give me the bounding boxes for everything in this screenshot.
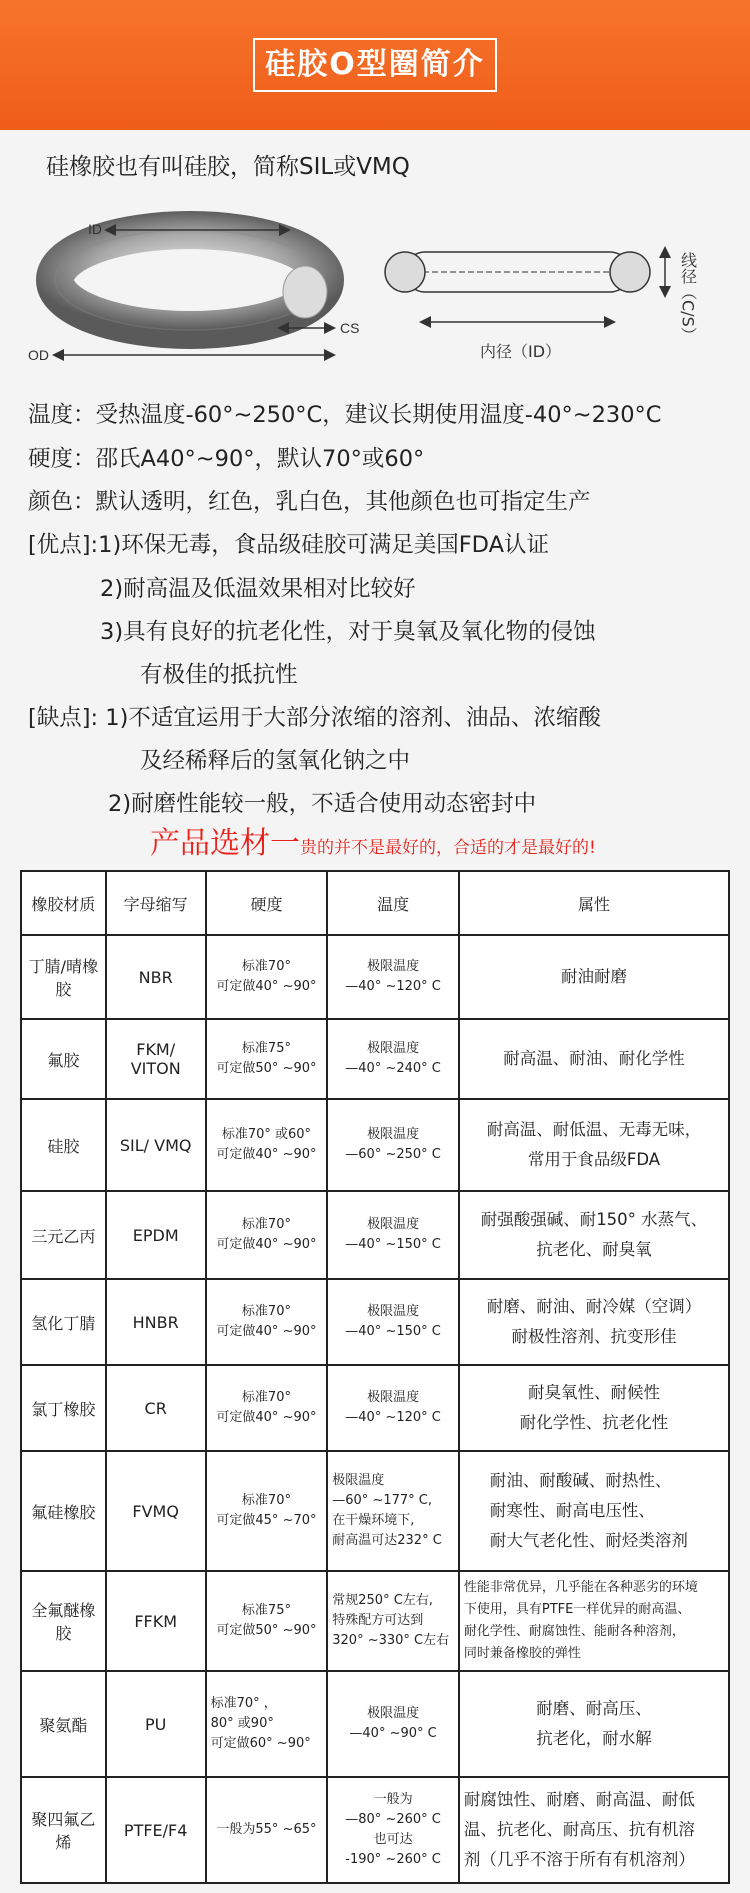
prop-line: 下使用，具有PTFE一样优异的耐高温、 bbox=[463, 1602, 691, 1617]
prop-line: 耐磨、耐油、耐冷媒（空调） bbox=[486, 1297, 702, 1316]
temp-line: 极限温度 bbox=[367, 1041, 420, 1056]
cell-abbr: PTFE/F4 bbox=[106, 1777, 206, 1883]
prop-line: 耐腐蚀性、耐磨、耐高温、耐低 bbox=[463, 1790, 695, 1809]
temp-line: —40° ~150° C bbox=[345, 1237, 441, 1252]
hardness-line: 可定做45° ~70° bbox=[216, 1513, 317, 1528]
table-row bbox=[21, 935, 729, 1019]
cell-abbr: HNBR bbox=[106, 1279, 206, 1365]
table-row bbox=[21, 1451, 729, 1571]
material-table-wrapper bbox=[20, 870, 730, 1884]
cell-properties bbox=[459, 1019, 729, 1099]
temp-line: 也可达 bbox=[373, 1832, 413, 1847]
cell-material: 聚氨酯 bbox=[21, 1671, 106, 1777]
hardness-line: 标准75° bbox=[241, 1603, 291, 1618]
prop-line: 耐化学性、抗老化性 bbox=[519, 1413, 669, 1432]
table-row bbox=[21, 1365, 729, 1451]
hardness-line: 可定做60° ~90° bbox=[210, 1736, 311, 1751]
cell-material: 三元乙丙 bbox=[21, 1191, 106, 1279]
header-properties: 属性 bbox=[459, 871, 729, 935]
cell-hardness bbox=[206, 1451, 328, 1571]
hardness-line: 标准70° bbox=[241, 1493, 291, 1508]
cell-temperature bbox=[327, 1451, 459, 1571]
table-row bbox=[21, 1777, 729, 1883]
prop-line: 抗老化、耐臭氧 bbox=[536, 1240, 652, 1259]
temp-line: 极限温度 bbox=[367, 1217, 420, 1232]
header-banner bbox=[0, 0, 750, 130]
prop-line: 耐大气老化性、耐烃类溶剂 bbox=[489, 1531, 688, 1550]
spec-advantage-3-cont: 有极佳的抵抗性 bbox=[140, 662, 298, 688]
temp-line: —40° ~120° C bbox=[345, 979, 441, 994]
spec-disadvantage-1-cont: 及经稀释后的氢氧化钠之中 bbox=[140, 748, 411, 774]
header-material: 橡胶材质 bbox=[21, 871, 106, 935]
cell-hardness bbox=[206, 1571, 328, 1671]
cell-abbr: EPDM bbox=[106, 1191, 206, 1279]
hardness-line: 标准70° ， bbox=[210, 1696, 277, 1711]
spec-disadvantage-1: [缺点]: 1)不适宜运用于大部分浓缩的溶剂、油品、浓缩酸 bbox=[28, 705, 601, 731]
prop-line: 耐极性溶剂、抗变形佳 bbox=[511, 1327, 677, 1346]
table-row bbox=[21, 1671, 729, 1777]
prop-line: 耐寒性、耐高电压性、 bbox=[489, 1501, 655, 1520]
hardness-line: 可定做40° ~90° bbox=[216, 979, 317, 994]
spec-disadvantage-2: 2)耐磨性能较一般，不适合使用动态密封中 bbox=[108, 791, 537, 817]
intro-text: 硅橡胶也有叫硅胶，简称SIL或VMQ bbox=[46, 154, 410, 180]
cell-temperature bbox=[327, 1279, 459, 1365]
id-label: ID bbox=[88, 221, 102, 237]
cell-properties bbox=[459, 1191, 729, 1279]
hardness-line: 标准70° bbox=[241, 1304, 291, 1319]
prop-line: 耐臭氧性、耐候性 bbox=[527, 1383, 660, 1402]
temp-line: —40° ~240° C bbox=[345, 1061, 441, 1076]
inner-diameter-label: 内径（ID） bbox=[480, 342, 562, 361]
temp-line: 在干燥环境下, bbox=[332, 1513, 415, 1528]
cs-label: CS bbox=[340, 320, 360, 336]
table-row bbox=[21, 1279, 729, 1365]
hardness-line: 80° 或90° bbox=[210, 1716, 274, 1731]
prop-line: 同时兼备橡胶的弹性 bbox=[463, 1646, 581, 1661]
cell-material: 全氟醚橡胶 bbox=[21, 1571, 106, 1671]
selection-dash: 一 bbox=[270, 826, 300, 861]
cross-section-label: 线径（C/S） bbox=[678, 252, 698, 343]
temp-line: 特殊配方可达到 bbox=[332, 1613, 424, 1628]
temp-line: 极限温度 bbox=[332, 1473, 385, 1488]
header-abbr: 字母缩写 bbox=[106, 871, 206, 935]
hardness-line: 可定做50° ~90° bbox=[216, 1623, 317, 1638]
temp-line: -190° ~260° C bbox=[345, 1852, 441, 1867]
cell-properties bbox=[459, 1099, 729, 1191]
hardness-line: 可定做40° ~90° bbox=[216, 1237, 317, 1252]
hardness-line: 标准70° bbox=[241, 959, 291, 974]
hardness-line: 可定做40° ~90° bbox=[216, 1147, 317, 1162]
cell-properties bbox=[459, 1571, 729, 1671]
cell-properties bbox=[459, 1365, 729, 1451]
cell-abbr: FKM/ VITON bbox=[106, 1019, 206, 1099]
cell-temperature bbox=[327, 935, 459, 1019]
cell-temperature bbox=[327, 1191, 459, 1279]
spec-advantage-3: 3)具有良好的抗老化性，对于臭氧及氧化物的侵蚀 bbox=[100, 619, 596, 645]
cell-temperature bbox=[327, 1099, 459, 1191]
hardness-line: 标准70° 或60° bbox=[221, 1127, 312, 1142]
cell-temperature bbox=[327, 1019, 459, 1099]
cell-material: 丁腈/晴橡胶 bbox=[21, 935, 106, 1019]
o-ring-3d bbox=[55, 230, 327, 330]
cell-hardness bbox=[206, 1365, 328, 1451]
table-row bbox=[21, 1571, 729, 1671]
hardness-line: 可定做50° ~90° bbox=[216, 1061, 317, 1076]
temp-line: 极限温度 bbox=[367, 959, 420, 974]
temp-line: 极限温度 bbox=[367, 1706, 420, 1721]
od-label: OD bbox=[28, 347, 49, 363]
temp-line: 极限温度 bbox=[367, 1304, 420, 1319]
prop-line: 耐磨、耐高压、 bbox=[536, 1699, 652, 1718]
spec-color: 颜色：默认透明，红色，乳白色，其他颜色也可指定生产 bbox=[28, 489, 591, 515]
prop-line: 耐化学性、耐腐蚀性、能耐各种溶剂， bbox=[463, 1624, 685, 1639]
cell-abbr: FVMQ bbox=[106, 1451, 206, 1571]
selection-heading bbox=[150, 818, 596, 862]
cell-hardness bbox=[206, 1099, 328, 1191]
prop-line: 常用于食品级FDA bbox=[527, 1150, 661, 1169]
cell-temperature bbox=[327, 1571, 459, 1671]
prop-line: 性能非常优异，几乎能在各种恶劣的环境 bbox=[463, 1580, 698, 1595]
spec-hardness: 硬度：邵氏A40°~90°，默认70°或60° bbox=[28, 446, 425, 472]
cell-properties bbox=[459, 935, 729, 1019]
hardness-line: 可定做40° ~90° bbox=[216, 1324, 317, 1339]
temp-line: —60° ~177° C, bbox=[332, 1493, 432, 1508]
temp-line: 一般为 bbox=[373, 1792, 413, 1807]
hardness-line: 标准75° bbox=[241, 1041, 291, 1056]
cell-material: 硅胶 bbox=[21, 1099, 106, 1191]
prop-line: 抗老化，耐水解 bbox=[536, 1729, 652, 1748]
temp-line: —40° ~90° C bbox=[349, 1726, 437, 1741]
temp-line: —40° ~150° C bbox=[345, 1324, 441, 1339]
cell-material: 氢化丁腈 bbox=[21, 1279, 106, 1365]
cross-section-view bbox=[385, 252, 698, 361]
spec-temperature: 温度：受热温度-60°~250°C，建议长期使用温度-40°~230°C bbox=[28, 402, 662, 428]
hardness-line: 一般为55° ~65° bbox=[216, 1822, 317, 1837]
cell-hardness bbox=[206, 1019, 328, 1099]
prop-line: 耐油、耐酸碱、耐热性、 bbox=[489, 1471, 672, 1490]
temp-line: 极限温度 bbox=[367, 1127, 420, 1142]
cell-material: 氟胶 bbox=[21, 1019, 106, 1099]
cell-abbr: CR bbox=[106, 1365, 206, 1451]
table-row bbox=[21, 1099, 729, 1191]
temp-line: 320° ~330° C左右 bbox=[332, 1633, 450, 1648]
cell-abbr: FFKM bbox=[106, 1571, 206, 1671]
cell-material: 聚四氟乙烯 bbox=[21, 1777, 106, 1883]
prop-line: 耐高温、耐油、耐化学性 bbox=[503, 1049, 685, 1068]
cell-hardness bbox=[206, 1279, 328, 1365]
cell-hardness bbox=[206, 1191, 328, 1279]
hardness-line: 可定做40° ~90° bbox=[216, 1410, 317, 1425]
cell-properties bbox=[459, 1671, 729, 1777]
prop-line: 温、抗老化、耐高压、抗有机溶 bbox=[463, 1820, 695, 1839]
prop-line: 耐油耐磨 bbox=[560, 967, 627, 986]
table-row bbox=[21, 1019, 729, 1099]
selection-slogan: 贵的并不是最好的，合适的才是最好的! bbox=[300, 838, 596, 858]
spec-advantage-1: [优点]:1)环保无毒，食品级硅胶可满足美国FDA认证 bbox=[28, 532, 549, 558]
header-temperature: 温度 bbox=[327, 871, 459, 935]
temp-line: —60° ~250° C bbox=[345, 1147, 441, 1162]
cell-hardness bbox=[206, 1777, 328, 1883]
cell-hardness bbox=[206, 1671, 328, 1777]
o-ring-diagram bbox=[0, 200, 750, 370]
cell-material: 氟硅橡胶 bbox=[21, 1451, 106, 1571]
cell-temperature bbox=[327, 1671, 459, 1777]
cell-material: 氯丁橡胶 bbox=[21, 1365, 106, 1451]
page-title: 硅胶O型圈简介 bbox=[253, 38, 497, 92]
cell-abbr: SIL/ VMQ bbox=[106, 1099, 206, 1191]
hardness-line: 标准70° bbox=[241, 1390, 291, 1405]
material-table bbox=[20, 870, 730, 1884]
cell-abbr: PU bbox=[106, 1671, 206, 1777]
temp-line: —40° ~120° C bbox=[345, 1410, 441, 1425]
cell-properties bbox=[459, 1279, 729, 1365]
prop-line: 耐高温、耐低温、无毒无味， bbox=[486, 1120, 702, 1139]
hardness-line: 标准70° bbox=[241, 1217, 291, 1232]
temp-line: 常规250° C左右, bbox=[332, 1593, 433, 1608]
temp-line: 极限温度 bbox=[367, 1390, 420, 1405]
cell-properties bbox=[459, 1777, 729, 1883]
selection-title: 产品选材 bbox=[150, 826, 270, 861]
temp-line: 耐高温可达232° C bbox=[332, 1533, 442, 1548]
spec-advantage-2: 2)耐高温及低温效果相对比较好 bbox=[100, 576, 416, 602]
cell-abbr: NBR bbox=[106, 935, 206, 1019]
prop-line: 耐强酸强碱、耐150° 水蒸气、 bbox=[480, 1210, 708, 1229]
cell-properties bbox=[459, 1451, 729, 1571]
table-header-row bbox=[21, 871, 729, 935]
prop-line: 剂（几乎不溶于所有有机溶剂） bbox=[463, 1850, 695, 1869]
cell-hardness bbox=[206, 935, 328, 1019]
temp-line: —80° ~260° C bbox=[345, 1812, 441, 1827]
table-row bbox=[21, 1191, 729, 1279]
cell-temperature bbox=[327, 1777, 459, 1883]
header-hardness: 硬度 bbox=[206, 871, 328, 935]
cell-temperature bbox=[327, 1365, 459, 1451]
